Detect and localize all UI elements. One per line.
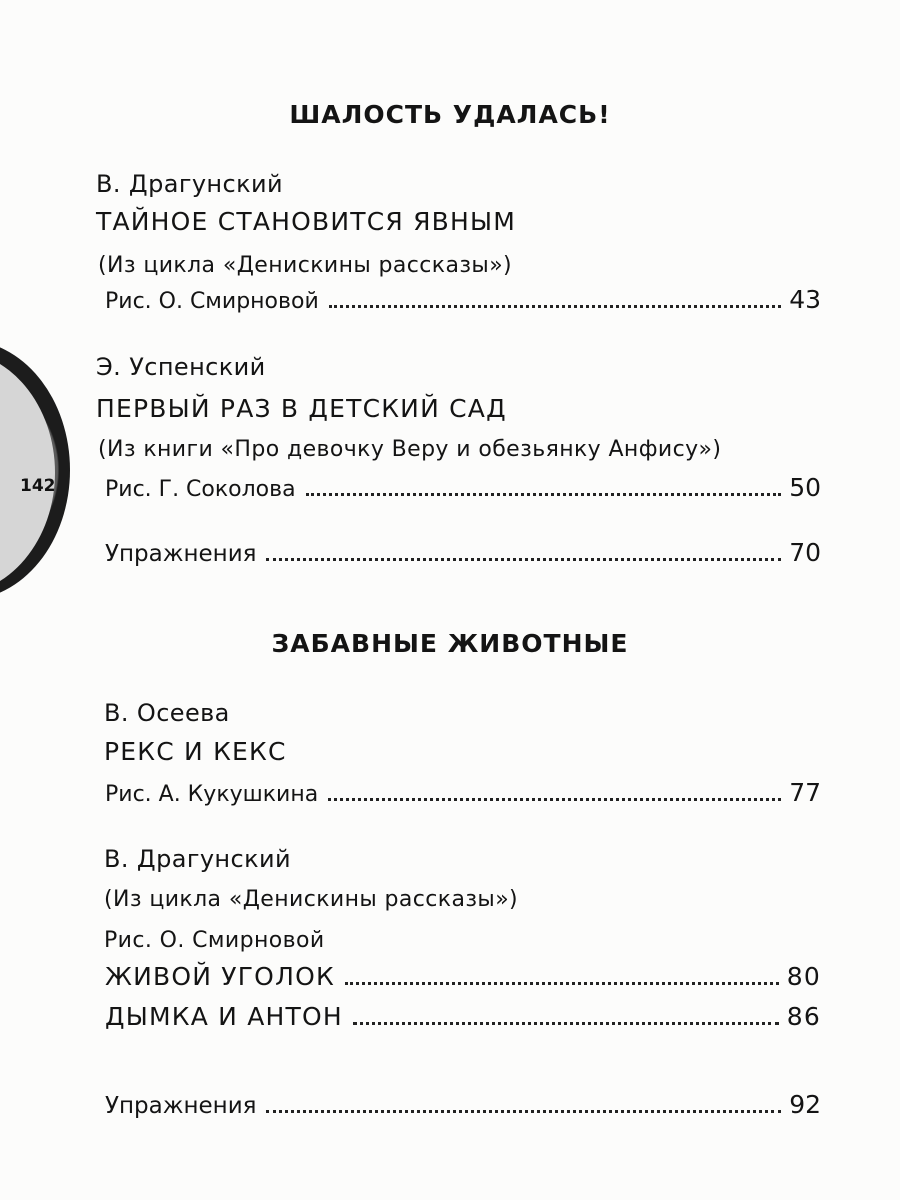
illustrator: Рис. Г. Соколова bbox=[105, 477, 296, 502]
toc-entry[interactable] bbox=[105, 778, 821, 807]
exercises-label: Упражнения bbox=[105, 1093, 257, 1119]
dot-leader bbox=[266, 557, 781, 561]
toc-entry[interactable] bbox=[105, 285, 821, 314]
author: В. Драгунский bbox=[96, 170, 284, 198]
page-ref: 77 bbox=[789, 778, 821, 807]
story-title: РЕКС И КЕКС bbox=[104, 737, 287, 766]
dot-leader bbox=[306, 492, 782, 496]
author: В. Драгунский bbox=[104, 845, 292, 873]
author: В. Осеева bbox=[104, 699, 230, 727]
dot-leader bbox=[328, 797, 781, 801]
page-number: 142 bbox=[20, 476, 56, 496]
page-ref: 70 bbox=[789, 538, 821, 567]
exercises-label: Упражнения bbox=[105, 541, 257, 567]
toc-entry[interactable] bbox=[105, 962, 821, 991]
story-note: (Из цикла «Денискины рассказы») bbox=[98, 253, 513, 278]
illustrator: Рис. О. Смирновой bbox=[104, 928, 325, 953]
page-ref: 43 bbox=[789, 285, 821, 314]
illustrator: Рис. А. Кукушкина bbox=[105, 782, 319, 807]
toc-entry-exercises[interactable] bbox=[105, 1090, 821, 1119]
page-ref: 50 bbox=[789, 473, 821, 502]
section-title: ШАЛОСТЬ УДАЛАСЬ! bbox=[289, 100, 611, 129]
story-title: ДЫМКА И АНТОН bbox=[105, 1002, 343, 1031]
illustrator: Рис. О. Смирновой bbox=[105, 289, 319, 314]
story-title: ЖИВОЙ УГОЛОК bbox=[105, 962, 335, 991]
dot-leader bbox=[329, 304, 781, 308]
story-note: (Из книги «Про девочку Веру и обезьянку Анфису») bbox=[98, 437, 722, 462]
toc-entry[interactable] bbox=[105, 1002, 821, 1031]
dot-leader bbox=[266, 1109, 781, 1113]
story-title: ТАЙНОЕ СТАНОВИТСЯ ЯВНЫМ bbox=[96, 207, 517, 236]
story-title: ПЕРВЫЙ РАЗ В ДЕТСКИЙ САД bbox=[96, 394, 507, 423]
dot-leader bbox=[345, 981, 779, 985]
toc-entry-exercises[interactable] bbox=[105, 538, 821, 567]
section-title: ЗАБАВНЫЕ ЖИВОТНЫЕ bbox=[271, 629, 629, 658]
page-ref: 86 bbox=[786, 1002, 821, 1031]
toc-entry[interactable] bbox=[105, 473, 821, 502]
dot-leader bbox=[353, 1021, 779, 1025]
story-note: (Из цикла «Денискины рассказы») bbox=[104, 887, 519, 912]
page-ref: 80 bbox=[786, 962, 821, 991]
author: Э. Успенский bbox=[96, 353, 266, 381]
page-ref: 92 bbox=[789, 1090, 821, 1119]
